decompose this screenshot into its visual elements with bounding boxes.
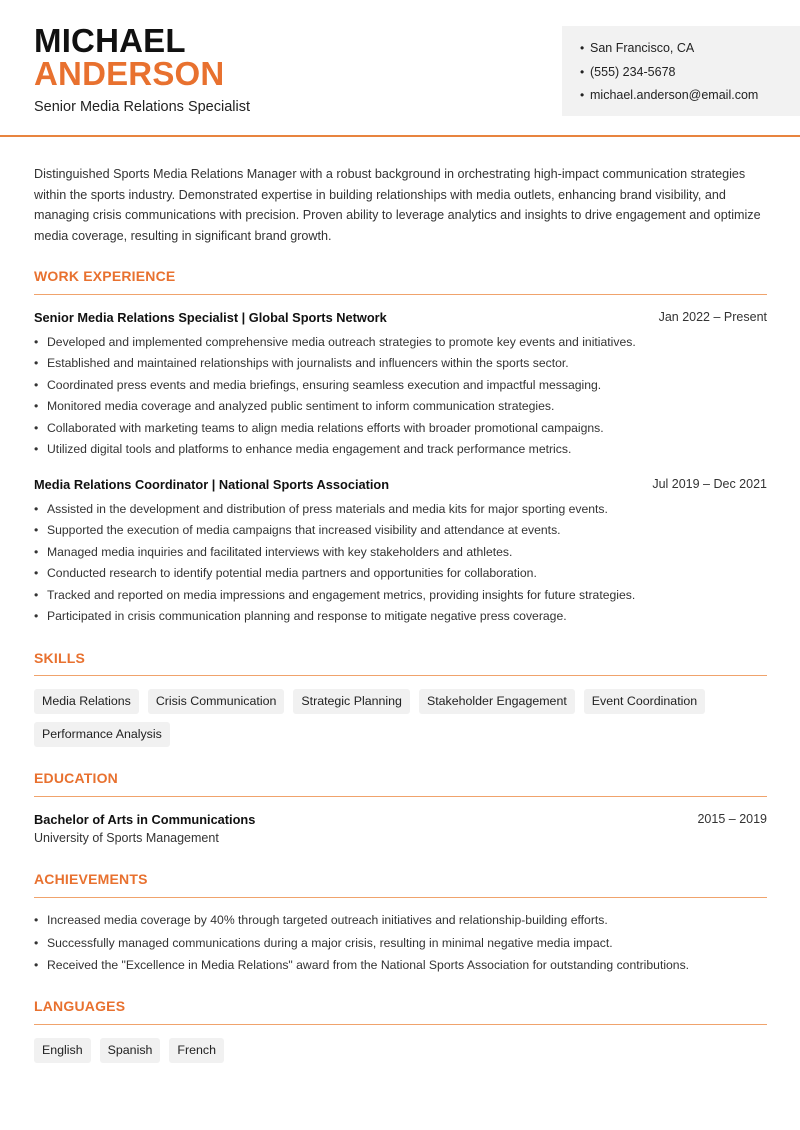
summary: Distinguished Sports Media Relations Manager with a robust background in orchestrating high-impact communication strategies within the sports industry. Demonstrated expertise in building relationships with media outlets, enhancing brand visibility, and managing crisis communications with precision. Proven ability to leverage analytics and insights to drive engagement and optimize media coverage, resulting in significant brand growth. [34, 167, 761, 243]
section-divider [34, 294, 767, 295]
resume-header [0, 0, 800, 137]
education-heading: EDUCATION [34, 770, 118, 786]
skill-tag: Strategic Planning [293, 689, 410, 714]
list-item: • Developed and implemented comprehensive media outreach strategies to promote key events and initiatives. [34, 335, 636, 349]
list-item: • Monitored media coverage and analyzed public sentiment to inform communication strategies. [34, 399, 555, 414]
skill-tag: Media Relations [34, 689, 139, 714]
bullet-icon: • [580, 88, 585, 102]
contact-email: • michael.anderson@email.com [580, 87, 800, 111]
language-tag: Spanish [100, 1038, 161, 1063]
contact-box [562, 26, 800, 116]
list-item: • Successfully managed communications during a major crisis, resulting in minimal negative media impact. [34, 935, 613, 950]
school-name: University of Sports Management [34, 831, 219, 845]
skill-tag: Stakeholder Engagement [419, 689, 575, 714]
list-item: • Tracked and reported on media impressions and engagement metrics, providing insights for future strategies. [34, 587, 636, 602]
list-item: • Supported the execution of media campaigns that increased visibility and attendance at events. [34, 523, 561, 538]
degree-title: Bachelor of Arts in Communications [34, 812, 256, 827]
list-item: • Managed media inquiries and facilitated interviews with key stakeholders and athletes. [34, 544, 513, 559]
bullet-icon: • [580, 64, 585, 79]
list-item: • Coordinated press events and media briefings, ensuring seamless execution and impactful messaging. [34, 377, 602, 392]
work-experience-heading: WORK EXPERIENCE [34, 268, 176, 284]
job-bullets-2 [34, 499, 774, 627]
skill-tag: Crisis Communication [148, 689, 285, 714]
languages-heading: LANGUAGES [34, 998, 126, 1014]
job-title-1: Senior Media Relations Specialist | Global Sports Network [34, 310, 387, 325]
achievements-heading: ACHIEVEMENTS [34, 871, 148, 887]
job-title: Senior Media Relations Specialist [34, 99, 250, 115]
job-title-2: Media Relations Coordinator | National Sports Association [34, 477, 390, 492]
list-item: • Established and maintained relationships with journalists and influencers within the sports sector. [34, 356, 569, 371]
job-date-1: Jan 2022 – Present [658, 310, 767, 324]
language-tag: English [34, 1038, 91, 1063]
section-divider [34, 897, 767, 898]
skill-tag: Event Coordination [584, 689, 705, 714]
list-item: • Assisted in the development and distribution of press materials and media kits for major sporting events. [34, 502, 608, 516]
contact-location: • San Francisco, CA [580, 40, 800, 64]
achievements-list [34, 909, 774, 977]
skills-heading: SKILLS [34, 650, 85, 666]
job-bullets-1 [34, 332, 774, 460]
list-item: • Conducted research to identify potential media partners and opportunities for collaboration. [34, 566, 537, 581]
list-item: • Participated in crisis communication planning and response to mitigate negative press coverage. [34, 609, 567, 624]
list-item: • Collaborated with marketing teams to align media relations efforts with broader promotional campaigns. [34, 420, 604, 435]
contact-phone: • (555) 234-5678 [580, 64, 800, 88]
job-date-2: Jul 2019 – Dec 2021 [652, 477, 767, 491]
education-date: 2015 – 2019 [697, 812, 767, 826]
section-divider [34, 796, 767, 797]
list-item: • Received the "Excellence in Media Relations" award from the National Sports Association for outstanding contributions. [34, 958, 690, 973]
list-item: • Utilized digital tools and platforms to enhance media engagement and track performance metrics. [34, 442, 572, 457]
first-name: MICHAEL [34, 22, 186, 59]
skills-tags [34, 689, 774, 747]
bullet-icon: • [580, 41, 585, 55]
language-tag: French [169, 1038, 224, 1063]
last-name: ANDERSON [34, 55, 225, 92]
section-divider [34, 1024, 767, 1025]
list-item: • Increased media coverage by 40% through targeted outreach initiatives and relationship-building efforts. [34, 913, 608, 927]
language-tags [34, 1038, 774, 1063]
skill-tag: Performance Analysis [34, 722, 170, 747]
section-divider [34, 675, 767, 676]
